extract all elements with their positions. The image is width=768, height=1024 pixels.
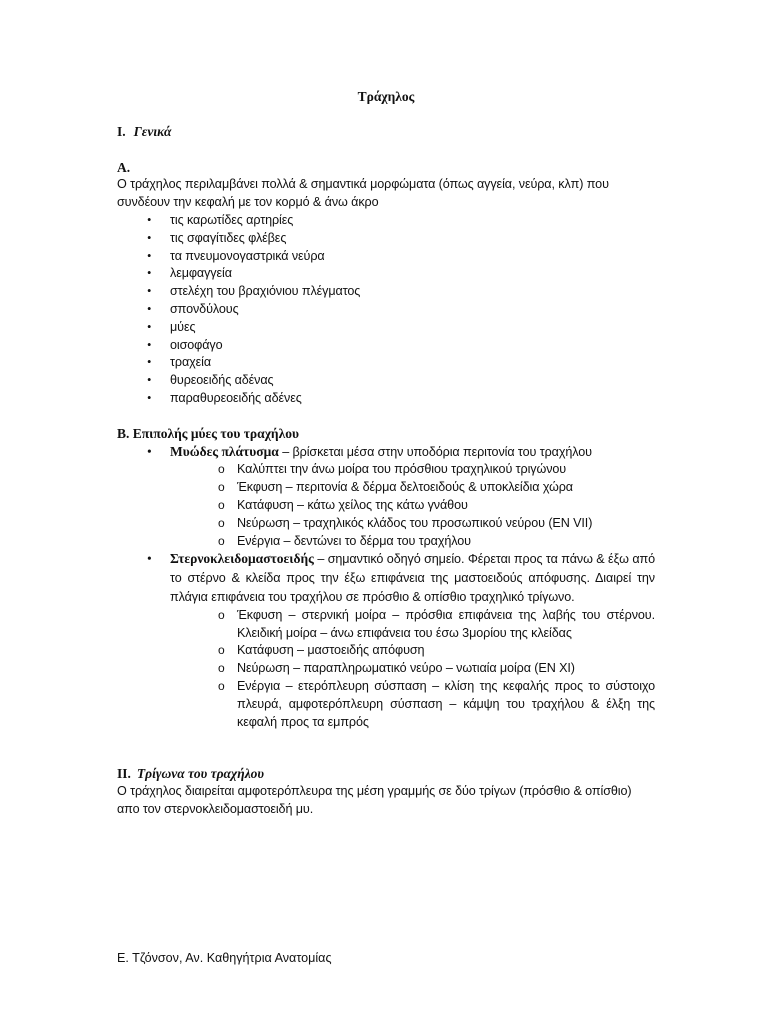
list-item: • τραχεία xyxy=(147,354,655,372)
list-item-scm xyxy=(147,550,655,731)
bullet-icon: • xyxy=(147,248,152,263)
bullet-icon: • xyxy=(147,212,152,227)
circle-bullet-icon: o xyxy=(218,607,225,622)
scm-desc: – σημαντικό οδηγό σημείο. Φέρεται προς τα πάνω & έξω από το στέρνο & κλείδα προς την έξω επιφάνεια της μαστοειδούς απόφυσης. Διαιρεί την πλάγια επιφάνεια του τραχήλου σε πρόσθιο & οπίσθιο τραχηλικό τρίγωνο. xyxy=(170,552,655,604)
circle-bullet-icon: o xyxy=(218,497,225,512)
circle-bullet-icon: o xyxy=(218,533,225,548)
section-2-heading xyxy=(117,765,655,783)
section-1-title: Γενικά xyxy=(133,123,172,139)
document-page xyxy=(117,88,655,819)
list-item: • στελέχη του βραχιόνιου πλέγματος xyxy=(147,283,655,301)
bullet-icon: • xyxy=(147,230,152,245)
page-title: Τράχηλος xyxy=(357,89,415,104)
list-item: o Ενέργια – δεντώνει το δέρμα του τραχήλου xyxy=(218,533,655,551)
list-item: • τα πνευμονογαστρικά νεύρα xyxy=(147,248,655,266)
list-item: o Νεύρωση – παραπληρωματικό νεύρο – νωτιαία μοίρα (ΕΝ XI) xyxy=(218,660,655,678)
circle-bullet-icon: o xyxy=(218,661,225,676)
list-item: • θυρεοειδής αδένας xyxy=(147,372,655,390)
circle-bullet-icon: o xyxy=(218,515,225,530)
list-item: • τις σφαγίτιδες φλέβες xyxy=(147,230,655,248)
list-item: • παραθυρεοειδής αδένες xyxy=(147,390,655,408)
list-item-platysma xyxy=(147,443,655,551)
section-2-text: Ο τράχηλος διαιρείται αμφοτερόπλευρα της μέση γραμμής σε δύο τρίγων (πρόσθιο & οπίσθιο) απο τον στερνοκλειδομαστοειδή μυ. xyxy=(117,784,632,816)
bullet-icon: • xyxy=(147,373,152,388)
list-item: o Έκφυση – περιτονία & δέρμα δελτοειδούς & υποκλείδια χώρα xyxy=(218,479,655,497)
platysma-desc: – βρίσκεται μέσα στην υποδόρια περιτονία του τραχήλου xyxy=(278,444,592,459)
bullet-icon: • xyxy=(147,319,152,334)
section-2-title: Τρίγωνα του τραχήλου xyxy=(136,766,265,782)
list-item: o Ενέργια – ετερόπλευρη σύσπαση – κλίση της κεφαλής προς το σύστοιχο πλευρά, αμφοτερόπλευρη σύσπαση – κάμψη του τραχήλου & έλξη της κεφαλή προς τα εμπρός xyxy=(218,678,655,729)
bullet-icon: • xyxy=(147,551,152,567)
list-item: o Νεύρωση – τραχηλικός κλάδος του προσωπικού νεύρου (ΕΝ VII) xyxy=(218,515,655,533)
page-footer: Ε. Τζόνσον, Αν. Καθηγήτρια Ανατομίας xyxy=(117,951,332,965)
bullet-icon: • xyxy=(147,390,152,405)
list-item: • μύες xyxy=(147,319,655,337)
platysma-name: Μυώδες πλάτυσμα xyxy=(170,443,279,459)
section-2-number: II. xyxy=(117,766,131,782)
list-item: o Καλύπτει την άνω μοίρα του πρόσθιου τραχηλικού τριγώνου xyxy=(218,461,655,479)
list-item: • οισοφάγο xyxy=(147,337,655,355)
section-1-number: I. xyxy=(117,123,126,139)
list-item: • σπονδύλους xyxy=(147,301,655,319)
bullet-icon: • xyxy=(147,301,152,316)
muscles-list xyxy=(117,443,655,732)
circle-bullet-icon: o xyxy=(218,643,225,658)
scm-name: Στερνοκλειδομαστοειδής xyxy=(170,551,314,567)
bullet-icon: • xyxy=(147,266,152,281)
subsection-b-heading: Β. Επιπολής μύες του τραχήλου xyxy=(117,425,299,441)
subsection-a-label: Α. xyxy=(117,159,131,175)
list-item: o Κατάφυση – μαστοειδής απόφυση xyxy=(218,642,655,660)
section-1-heading xyxy=(117,123,655,141)
subsection-a-intro: Ο τράχηλος περιλαμβάνει πολλά & σημαντικά μορφώματα (όπως αγγεία, νεύρα, κλπ) που συνδέουν την κεφαλή με τον κορμό & άνω άκρο xyxy=(117,177,609,210)
scm-details xyxy=(170,607,655,732)
list-item: • τις καρωτίδες αρτηρίες xyxy=(147,212,655,230)
bullet-icon: • xyxy=(147,337,152,352)
platysma-details xyxy=(170,461,655,550)
bullet-icon: • xyxy=(147,443,152,459)
circle-bullet-icon: o xyxy=(218,480,225,495)
bullet-icon: • xyxy=(147,284,152,299)
list-item: • λεμφαγγεία xyxy=(147,265,655,283)
list-item: o Κατάφυση – κάτω χείλος της κάτω γνάθου xyxy=(218,497,655,515)
circle-bullet-icon: o xyxy=(218,678,225,693)
list-item: o Έκφυση – στερνική μοίρα – πρόσθια επιφάνεια της λαβής του στέρνου. Κλειδική μοίρα – άνω επιφάνεια του έσω 3μορίου της κλείδας xyxy=(218,607,655,640)
bullet-icon: • xyxy=(147,355,152,370)
circle-bullet-icon: o xyxy=(218,462,225,477)
structures-list xyxy=(117,212,655,408)
